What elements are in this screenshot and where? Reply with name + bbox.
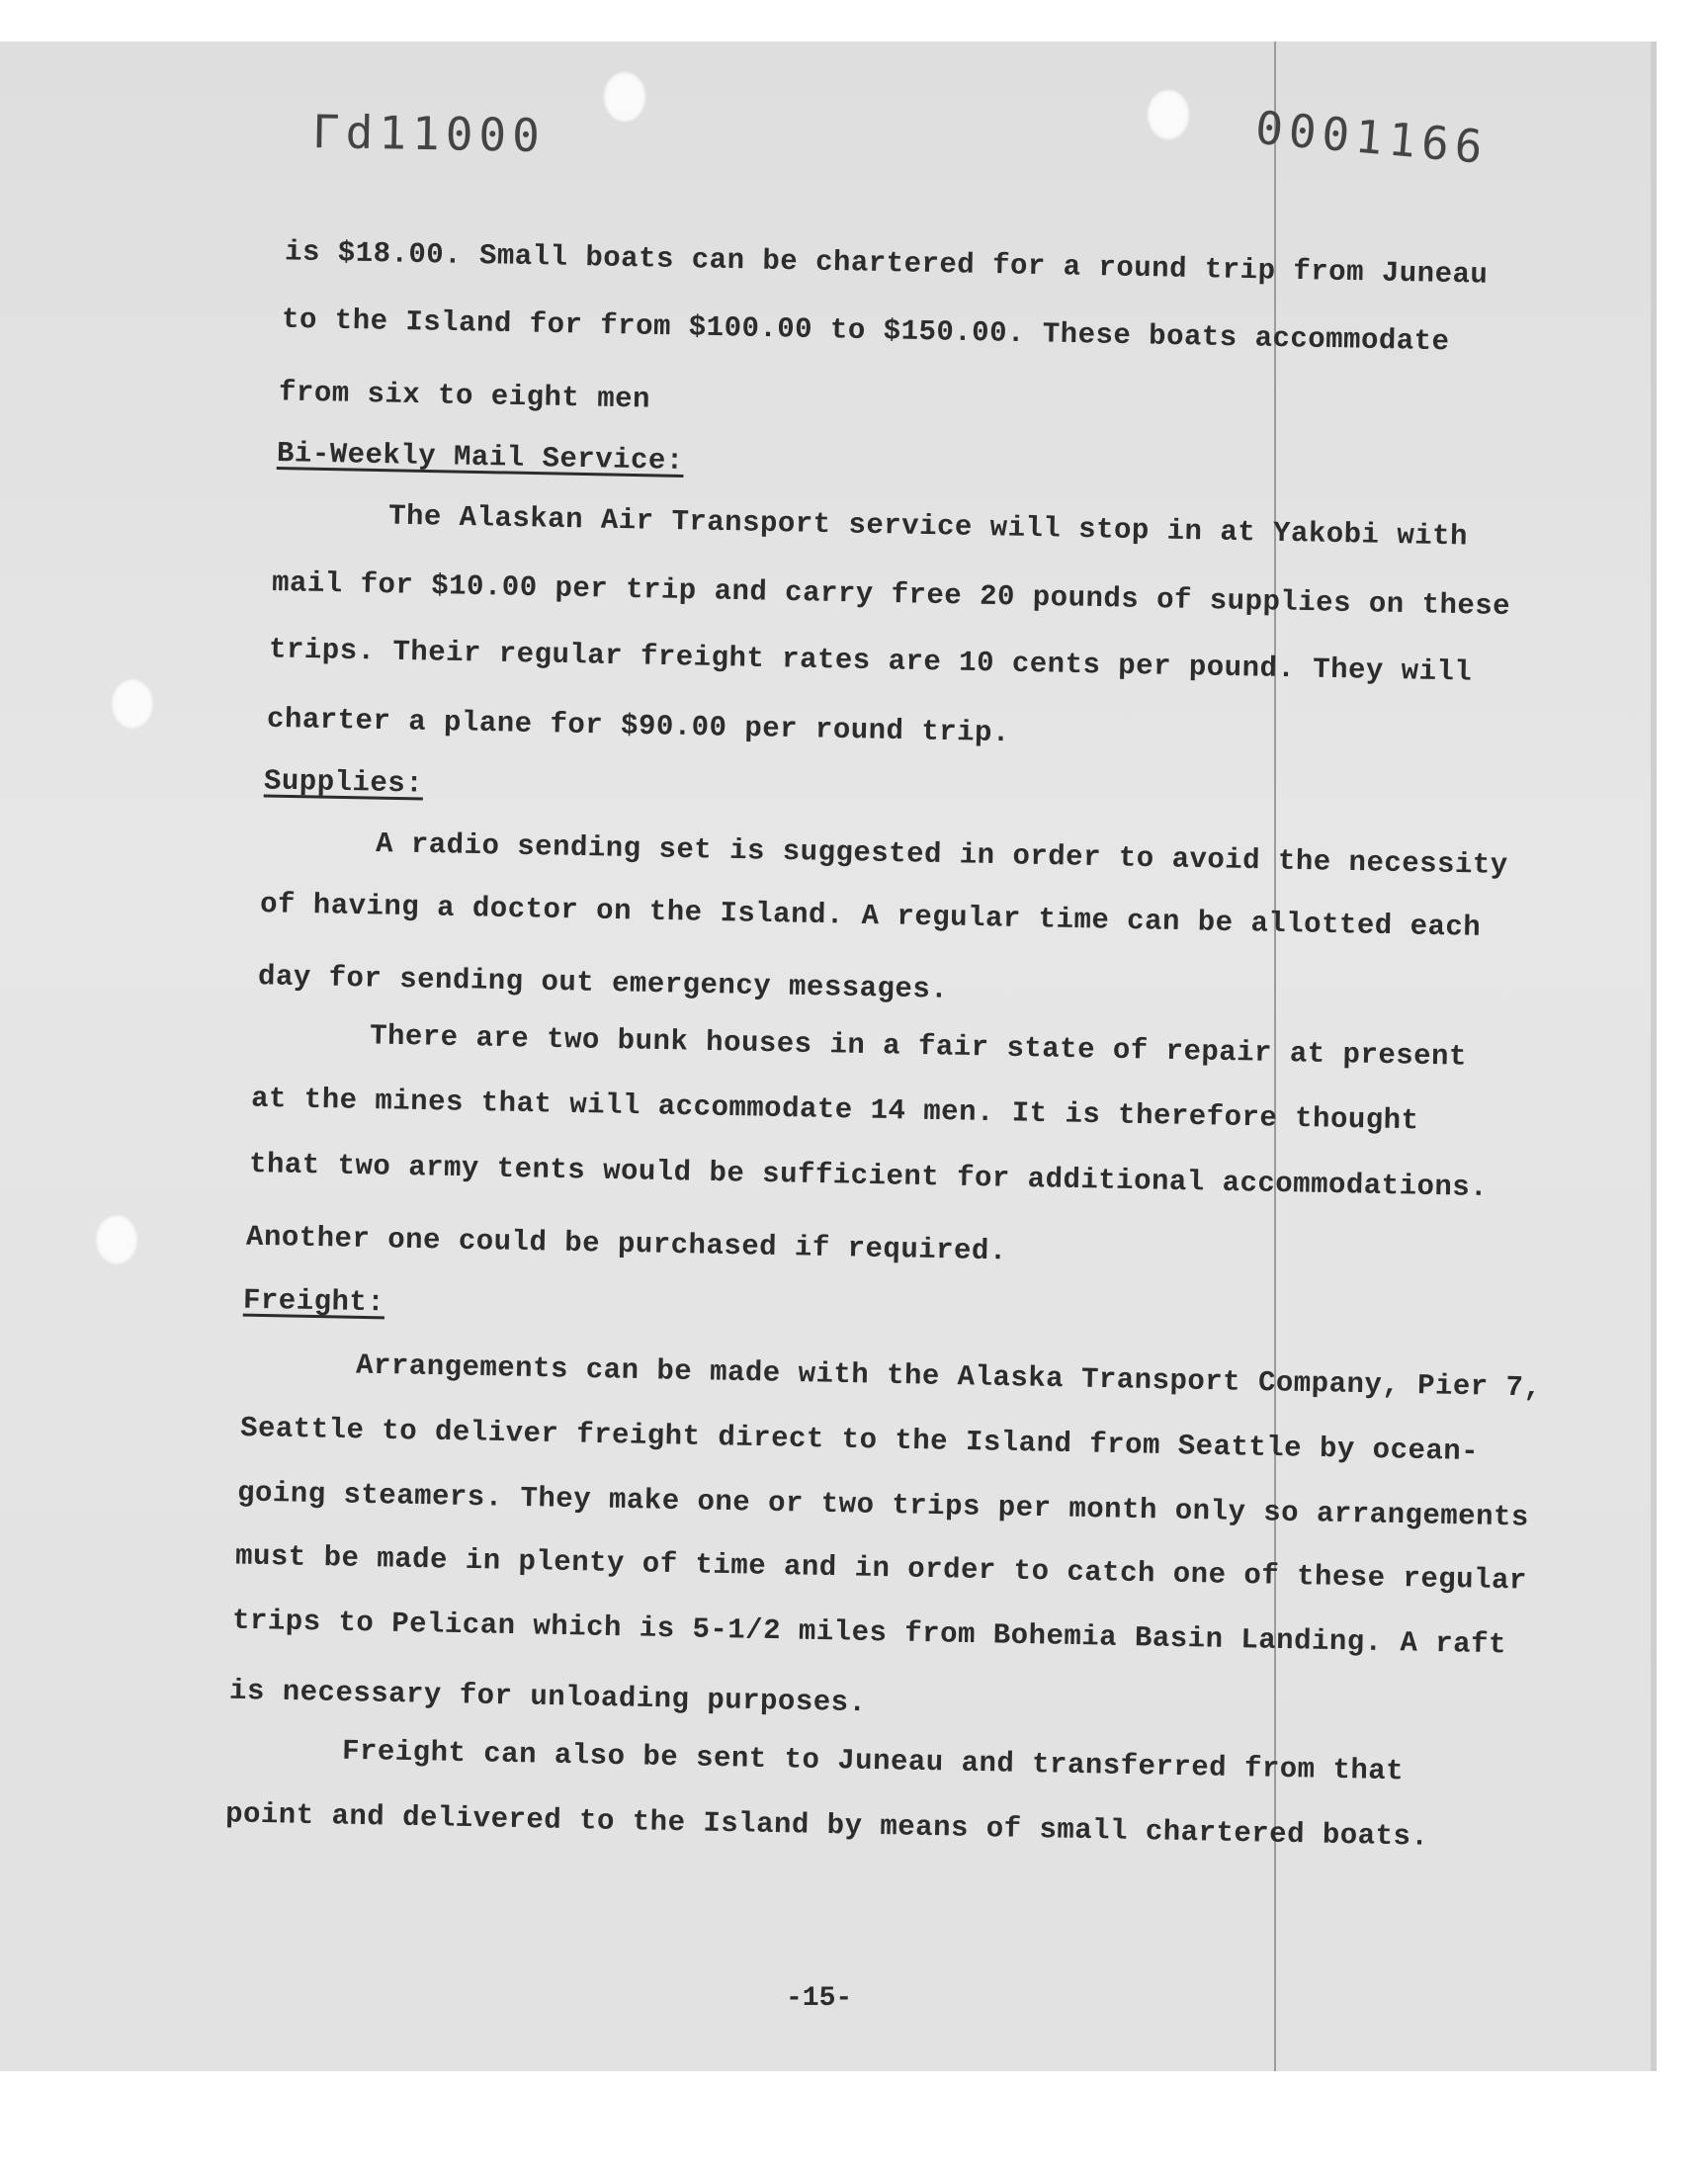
text-line: trips. Their regular freight rates are 10 cents per pound. They will (268, 633, 1473, 689)
text-line: Seattle to deliver freight direct to the Island from Seattle by ocean- (239, 1411, 1480, 1469)
punch-hole-side-upper (111, 678, 154, 730)
text-line: must be made in plenty of time and in order to catch one of these regular (234, 1539, 1528, 1598)
heading-freight: Freight: (242, 1283, 385, 1320)
punch-hole-side-lower (95, 1214, 138, 1265)
text-line: trips to Pelican which is 5-1/2 miles from Bohemia Basin Landing. A raft (231, 1604, 1507, 1662)
heading-bi-weekly-mail-service: Bi-Weekly Mail Service: (276, 437, 685, 478)
heading-supplies: Supplies: (263, 764, 424, 801)
page-number: -15- (786, 1983, 853, 2014)
punch-hole-top-right (1147, 89, 1190, 140)
text-line: from six to eight men (278, 376, 651, 416)
text-line: charter a plane for $90.00 per round trip. (266, 702, 1011, 750)
text-line: is $18.00. Small boats can be chartered for a round trip from Juneau (284, 235, 1489, 292)
punch-hole-top-left (603, 71, 646, 123)
text-line: day for sending out emergency messages. (257, 960, 949, 1006)
text-line: is necessary for unloading purposes. (228, 1674, 867, 1720)
text-line: to the Island for from $100.00 to $150.00. These boats accommodate (281, 303, 1450, 359)
text-line: going steamers. They make one or two trips per month only so arrangements (236, 1476, 1530, 1534)
text-line: point and delivered to the Island by means of small chartered boats. (224, 1797, 1429, 1854)
text-line: that two army tents would be sufficient for additional accommodations. (248, 1147, 1489, 1205)
text-line: of having a doctor on the Island. A regular time can be allotted each (259, 888, 1482, 944)
text-line: Arrangements can be made with the Alaska Transport Company, Pier 7, (355, 1348, 1542, 1405)
text-line: The Alaskan Air Transport service will stop in at Yakobi with (387, 499, 1469, 554)
text-line: at the mines that will accommodate 14 men. It is therefore thought (250, 1082, 1419, 1138)
text-line: A radio sending set is suggested in order to avoid the necessity (375, 827, 1508, 882)
text-line: mail for $10.00 per trip and carry free 20 pounds of supplies on these (271, 566, 1511, 624)
stamp-number-right: 0001166 (1253, 100, 1491, 175)
stamp-number-left: Γd11000 (311, 104, 547, 163)
text-line: Another one could be purchased if required. (245, 1220, 1008, 1268)
text-line: There are two bunk houses in a fair state of repair at present (369, 1019, 1468, 1074)
text-line: Freight can also be sent to Juneau and transferred from that (341, 1734, 1405, 1788)
